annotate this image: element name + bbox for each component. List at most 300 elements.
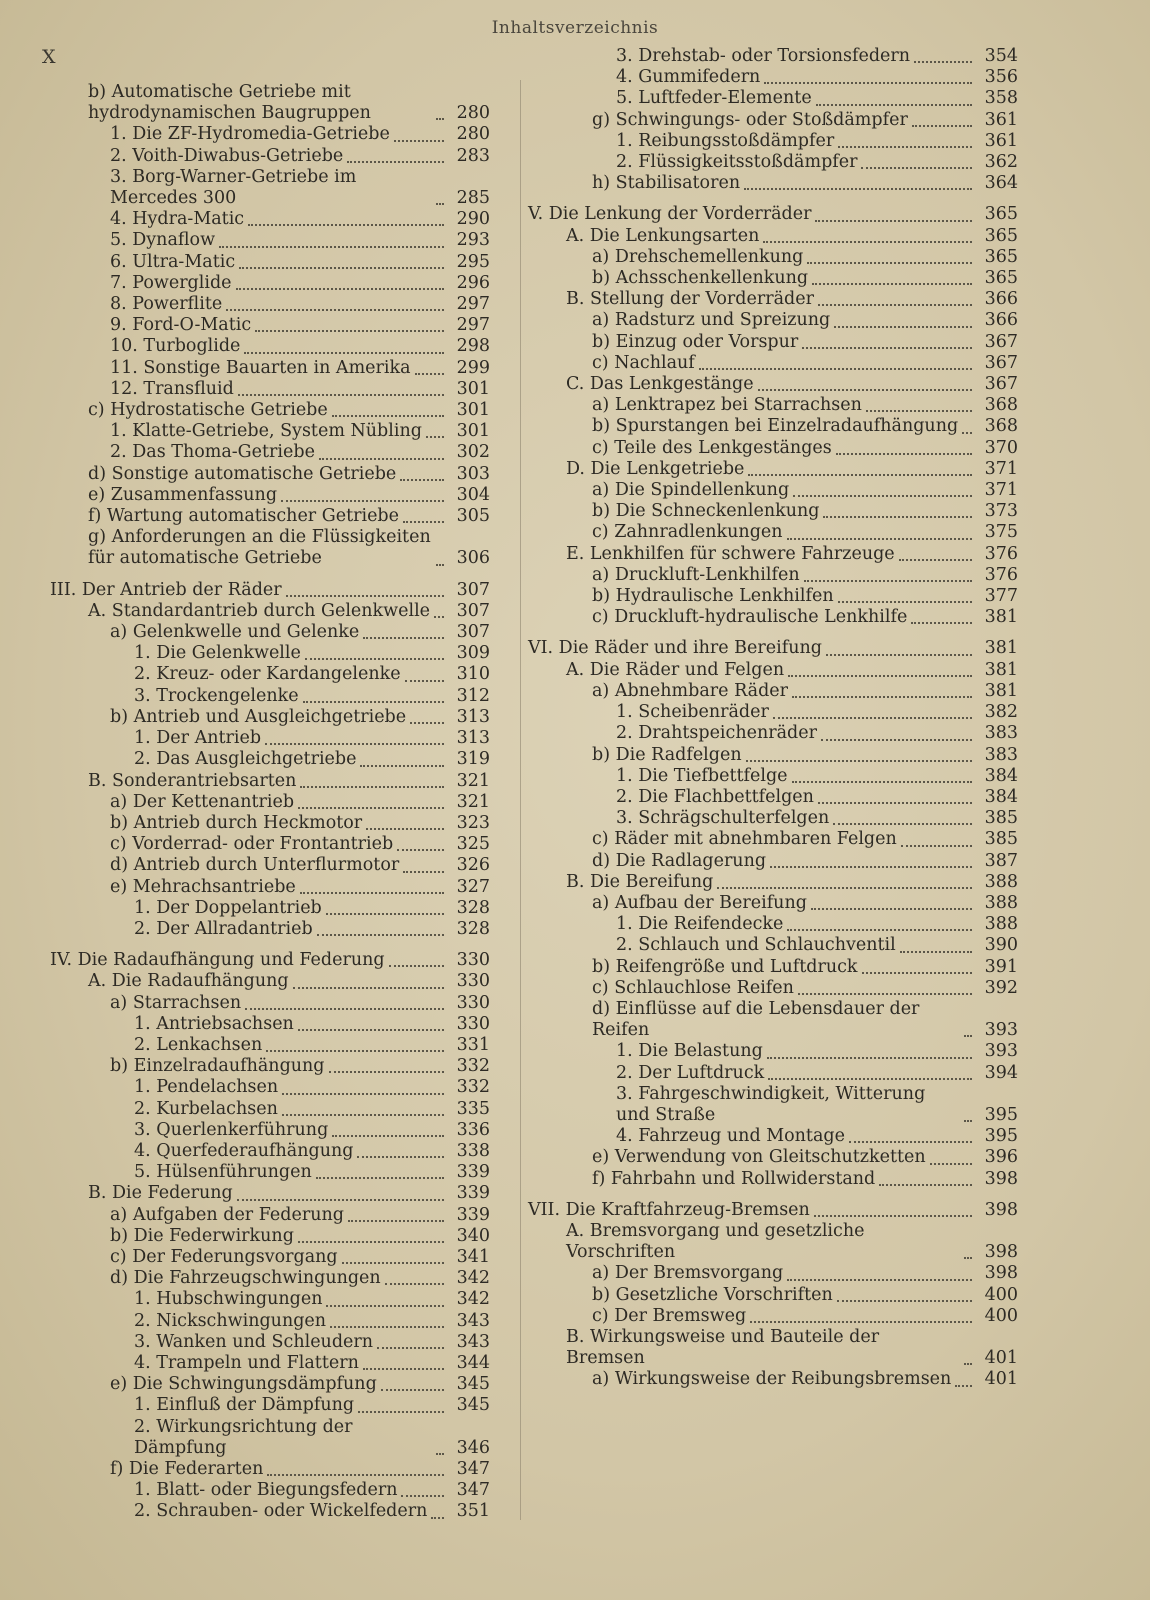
toc-page-number: 376 xyxy=(984,564,1018,585)
toc-page-number: 312 xyxy=(456,685,490,706)
toc-right-column xyxy=(528,46,1018,1391)
toc-entry xyxy=(528,1285,1018,1306)
toc-entry-title: b) Die Schneckenlenkung xyxy=(592,501,820,522)
toc-entry-title: B. Sonderantriebsarten xyxy=(88,770,297,791)
toc-entry-title: 10. Turboglide xyxy=(110,336,241,357)
toc-page-number: 298 xyxy=(456,336,490,357)
toc-entry-title: e) Die Schwingungsdämpfung xyxy=(110,1374,377,1395)
toc-page-number: 395 xyxy=(984,1126,1018,1147)
dot-leader xyxy=(326,1305,444,1307)
toc-entry xyxy=(50,1183,490,1204)
dot-leader xyxy=(316,1177,444,1179)
toc-entry xyxy=(528,544,1018,565)
dot-leader xyxy=(811,908,972,910)
toc-page-number: 384 xyxy=(984,765,1018,786)
toc-page-number: 301 xyxy=(456,421,490,442)
toc-entry-title: c) Der Bremsweg xyxy=(592,1305,747,1326)
toc-entry-title: 3. Drehstab- oder Torsionsfedern xyxy=(616,46,911,66)
dot-leader xyxy=(770,866,972,868)
toc-entry-title: III. Der Antrieb der Räder xyxy=(50,579,282,600)
toc-entry xyxy=(528,638,1018,659)
toc-page-number: 375 xyxy=(984,522,1018,543)
toc-entry xyxy=(528,808,1018,829)
toc-entry-title: 2. Wirkungsrichtung der Dämpfung xyxy=(134,1416,353,1458)
toc-entry-title: h) Stabilisatoren xyxy=(592,173,741,194)
toc-entry xyxy=(528,1169,1018,1190)
dot-leader xyxy=(298,1241,444,1243)
dot-leader xyxy=(900,951,972,953)
toc-entry xyxy=(528,1327,1018,1369)
toc-page-number: 366 xyxy=(984,310,1018,331)
toc-entry-title: 2. Die Flachbettfelgen xyxy=(616,786,814,807)
toc-entry xyxy=(528,829,1018,850)
toc-page-number: 328 xyxy=(456,897,490,918)
toc-entry-title: 4. Hydra-Matic xyxy=(110,209,245,230)
dot-leader xyxy=(699,368,972,370)
toc-entry xyxy=(528,88,1018,109)
toc-page-number: 366 xyxy=(984,289,1018,310)
dot-leader xyxy=(804,580,972,582)
toc-page-number: 332 xyxy=(456,1056,490,1077)
dot-leader xyxy=(282,1114,444,1116)
toc-page-number: 330 xyxy=(456,1013,490,1034)
toc-page-number: 340 xyxy=(456,1225,490,1246)
toc-entry-title: A. Die Lenkungsarten xyxy=(566,225,760,246)
toc-entry xyxy=(50,464,490,485)
toc-page-number: 330 xyxy=(456,971,490,992)
toc-entry xyxy=(50,1226,490,1247)
toc-entry-title: 2. Kurbelachsen xyxy=(134,1098,278,1119)
toc-entry xyxy=(528,438,1018,459)
toc-entry xyxy=(50,601,490,622)
dot-leader xyxy=(226,309,444,311)
dot-leader xyxy=(410,722,444,724)
toc-entry-title: c) Teile des Lenkgestänges xyxy=(592,437,832,458)
toc-entry xyxy=(50,146,490,167)
toc-entry xyxy=(528,999,1018,1041)
dot-leader xyxy=(823,516,972,518)
toc-entry xyxy=(50,1480,490,1501)
toc-entry-title: a) Druckluft-Lenkhilfen xyxy=(592,564,800,585)
toc-page-number: 373 xyxy=(984,501,1018,522)
toc-page-number: 326 xyxy=(456,855,490,876)
toc-entry-title: a) Lenktrapez bei Starrachsen xyxy=(592,395,862,416)
toc-page-number: 335 xyxy=(456,1098,490,1119)
toc-page-number: 367 xyxy=(984,352,1018,373)
dot-leader xyxy=(802,347,972,349)
toc-page-number: 301 xyxy=(456,400,490,421)
toc-page-number: 344 xyxy=(456,1352,490,1373)
toc-entry xyxy=(50,124,490,145)
toc-entry xyxy=(528,67,1018,88)
dot-leader xyxy=(347,161,444,163)
toc-entry-title: 1. Die Reifendecke xyxy=(616,914,784,935)
toc-page-number: 394 xyxy=(984,1062,1018,1083)
dot-leader xyxy=(363,1368,444,1370)
dot-leader xyxy=(265,743,444,745)
dot-leader xyxy=(255,330,444,332)
toc-page-number: 303 xyxy=(456,463,490,484)
toc-entry-title: 1. Einfluß der Dämpfung xyxy=(134,1395,355,1416)
toc-entry-title: a) Aufgaben der Federung xyxy=(110,1204,344,1225)
toc-entry-title: 1. Der Antrieb xyxy=(134,728,262,749)
toc-entry xyxy=(528,1263,1018,1284)
dot-leader xyxy=(237,1199,444,1201)
toc-page-number: 342 xyxy=(456,1289,490,1310)
dot-leader xyxy=(403,871,444,873)
toc-page-number: 309 xyxy=(456,643,490,664)
toc-entry-title: 2. Der Luftdruck xyxy=(616,1062,765,1083)
toc-page-number: 376 xyxy=(984,543,1018,564)
toc-entry xyxy=(528,110,1018,131)
toc-entry-title: d) Die Fahrzeugschwingungen xyxy=(110,1268,381,1289)
dot-leader xyxy=(357,1156,444,1158)
toc-page-number: 305 xyxy=(456,506,490,527)
toc-page-number: 280 xyxy=(456,124,490,145)
dot-leader xyxy=(964,1120,972,1122)
toc-entry xyxy=(50,749,490,770)
toc-entry xyxy=(50,527,490,569)
toc-entry-title: 4. Trampeln und Flattern xyxy=(134,1352,359,1373)
toc-entry xyxy=(50,442,490,463)
toc-entry-title: A. Bremsvorgang und gesetzliche Vorschriften xyxy=(566,1220,865,1263)
toc-entry-title: B. Wirkungsweise und Bauteile der Bremsen xyxy=(566,1326,880,1369)
dot-leader xyxy=(758,389,972,391)
toc-entry xyxy=(50,877,490,898)
toc-entry xyxy=(528,702,1018,723)
toc-page-number: 330 xyxy=(456,992,490,1013)
toc-entry-title: VII. Die Kraftfahrzeug-Bremsen xyxy=(528,1199,810,1220)
toc-page-number: 332 xyxy=(456,1077,490,1098)
toc-entry xyxy=(528,226,1018,247)
toc-entry-title: 3. Wanken und Schleudern xyxy=(134,1331,374,1352)
toc-entry xyxy=(528,1147,1018,1168)
toc-entry xyxy=(528,332,1018,353)
toc-page-number: 296 xyxy=(456,272,490,293)
toc-page-number: 290 xyxy=(456,209,490,230)
toc-entry xyxy=(50,834,490,855)
toc-page-number: 393 xyxy=(984,1041,1018,1062)
dot-leader xyxy=(815,220,972,222)
toc-entry-title: 5. Hülsenführungen xyxy=(134,1162,312,1183)
dot-leader xyxy=(834,326,972,328)
toc-entry xyxy=(50,728,490,749)
toc-entry-title: 3. Schrägschulterfelgen xyxy=(616,808,830,829)
toc-entry xyxy=(50,230,490,251)
toc-entry-title: b) Antrieb durch Heckmotor xyxy=(110,812,363,833)
toc-page-number: 347 xyxy=(456,1459,490,1479)
dot-leader xyxy=(914,61,972,63)
toc-entry-title: a) Radsturz und Spreizung xyxy=(592,310,831,331)
toc-entry xyxy=(50,1353,490,1374)
dot-leader xyxy=(236,288,444,290)
toc-entry xyxy=(50,1205,490,1226)
dot-leader xyxy=(298,1029,444,1031)
toc-page-number: 381 xyxy=(984,680,1018,701)
toc-page-number: 365 xyxy=(984,246,1018,267)
toc-entry xyxy=(528,131,1018,152)
dot-leader xyxy=(238,394,444,396)
toc-entry-title: b) Hydraulische Lenkhilfen xyxy=(592,586,834,607)
toc-entry-title: c) Vorderrad- oder Frontantrieb xyxy=(110,834,394,855)
toc-page-number: 341 xyxy=(456,1246,490,1267)
toc-page-number: 381 xyxy=(984,607,1018,628)
toc-entry xyxy=(50,1035,490,1056)
toc-entry xyxy=(528,374,1018,395)
toc-entry-title: 4. Gummifedern xyxy=(616,67,761,88)
toc-entry-title: c) Räder mit abnehmbaren Felgen xyxy=(592,829,897,850)
toc-entry-title: 1. Reibungsstoßdämpfer xyxy=(616,130,835,151)
dot-leader xyxy=(746,760,972,762)
toc-page-number: 351 xyxy=(456,1501,490,1522)
toc-page-number: 361 xyxy=(984,130,1018,151)
toc-entry xyxy=(528,935,1018,956)
toc-left-column xyxy=(50,82,490,1523)
toc-page-number: 390 xyxy=(984,935,1018,956)
dot-leader xyxy=(400,479,444,481)
toc-page-number: 400 xyxy=(984,1305,1018,1326)
toc-entry-title: 1. Scheibenräder xyxy=(616,702,769,723)
toc-entry xyxy=(528,565,1018,586)
toc-entry xyxy=(528,745,1018,766)
toc-entry-title: 2. Das Thoma-Getriebe xyxy=(110,442,315,463)
toc-entry-title: f) Wartung automatischer Getriebe xyxy=(88,506,399,527)
toc-entry-title: c) Druckluft-hydraulische Lenkhilfe xyxy=(592,607,908,628)
dot-leader xyxy=(363,637,444,639)
toc-entry-title: c) Der Federungsvorgang xyxy=(110,1246,338,1267)
toc-page-number: 365 xyxy=(984,268,1018,289)
page-number: X xyxy=(42,46,56,68)
toc-entry xyxy=(528,681,1018,702)
toc-entry-title: 1. Hubschwingungen xyxy=(134,1289,323,1310)
toc-page-number: 358 xyxy=(984,88,1018,109)
dot-leader xyxy=(964,1035,972,1037)
dot-leader xyxy=(814,1215,972,1217)
toc-entry xyxy=(50,971,490,992)
toc-entry-title: f) Fahrbahn und Rollwiderstand xyxy=(592,1168,876,1189)
toc-entry-title: c) Hydrostatische Getriebe xyxy=(88,400,328,421)
toc-entry xyxy=(528,1369,1018,1390)
toc-entry-title: d) Einflüsse auf die Lebensdauer der Reifen xyxy=(592,998,920,1041)
toc-entry-title: c) Schlauchlose Reifen xyxy=(592,977,794,998)
toc-entry-title: B. Die Federung xyxy=(88,1183,233,1204)
dot-leader xyxy=(812,283,972,285)
toc-entry-title: 1. Klatte-Getriebe, System Nübling xyxy=(110,421,422,442)
dot-leader xyxy=(300,786,444,788)
toc-entry-title: 2. Flüssigkeitsstoßdämpfer xyxy=(616,152,858,173)
toc-entry xyxy=(50,792,490,813)
dot-leader xyxy=(239,267,444,269)
dot-leader xyxy=(792,781,972,783)
toc-page-number: 377 xyxy=(984,586,1018,607)
dot-leader xyxy=(798,993,972,995)
toc-page-number: 302 xyxy=(456,442,490,463)
toc-page-number: 384 xyxy=(984,786,1018,807)
toc-page-number: 293 xyxy=(456,230,490,251)
dot-leader xyxy=(955,1385,972,1387)
toc-entry-title: d) Die Radlagerung xyxy=(592,850,767,871)
toc-page-number: 328 xyxy=(456,918,490,939)
toc-entry-title: b) Die Radfelgen xyxy=(592,744,742,765)
toc-entry-title: V. Die Lenkung der Vorderräder xyxy=(528,204,812,225)
toc-entry-title: 1. Die Gelenkwelle xyxy=(134,643,301,664)
dot-leader xyxy=(879,1184,972,1186)
toc-entry xyxy=(528,893,1018,914)
dot-leader xyxy=(329,1071,444,1073)
dot-leader xyxy=(397,849,444,851)
dot-leader xyxy=(342,1262,444,1264)
toc-page-number: 347 xyxy=(456,1480,490,1501)
toc-entry-title: A. Standardantrieb durch Gelenkwelle xyxy=(88,600,431,621)
dot-leader xyxy=(962,432,972,434)
toc-entry xyxy=(50,1417,490,1459)
toc-page-number: 285 xyxy=(456,188,490,209)
toc-entry xyxy=(50,813,490,834)
toc-page-number: 319 xyxy=(456,749,490,770)
toc-entry xyxy=(50,209,490,230)
toc-page-number: 325 xyxy=(456,834,490,855)
toc-entry-title: A. Die Räder und Felgen xyxy=(566,659,785,680)
toc-page-number: 345 xyxy=(456,1374,490,1395)
toc-entry xyxy=(528,353,1018,374)
toc-page-number: 323 xyxy=(456,812,490,833)
dot-leader xyxy=(862,972,973,974)
dot-leader xyxy=(431,1517,444,1519)
toc-entry xyxy=(528,204,1018,225)
toc-entry xyxy=(50,1120,490,1141)
toc-entry-title: 2. Schrauben- oder Wickelfedern xyxy=(134,1501,428,1522)
toc-entry-title: 2. Kreuz- oder Kardangelenke xyxy=(134,664,401,685)
toc-page-number: 365 xyxy=(984,225,1018,246)
toc-entry xyxy=(50,664,490,685)
dot-leader xyxy=(330,1326,444,1328)
toc-page-number: 364 xyxy=(984,173,1018,194)
dot-leader xyxy=(838,601,972,603)
dot-leader xyxy=(912,125,972,127)
toc-entry xyxy=(50,379,490,400)
toc-entry xyxy=(528,310,1018,331)
dot-leader xyxy=(332,1135,444,1137)
toc-page-number: 368 xyxy=(984,395,1018,416)
toc-entry xyxy=(528,416,1018,437)
dot-leader xyxy=(899,559,972,561)
toc-entry xyxy=(50,506,490,527)
toc-entry-title: a) Gelenkwelle und Gelenke xyxy=(110,622,360,643)
toc-page-number: 313 xyxy=(456,706,490,727)
toc-page-number: 370 xyxy=(984,437,1018,458)
toc-entry-title: C. Das Lenkgestänge xyxy=(566,374,754,395)
dot-leader xyxy=(358,1411,444,1413)
dot-leader xyxy=(303,701,444,703)
toc-entry xyxy=(528,289,1018,310)
toc-entry xyxy=(50,1247,490,1268)
toc-entry-title: 5. Luftfeder-Elemente xyxy=(616,88,812,109)
toc-entry-title: 5. Dynaflow xyxy=(110,230,216,251)
dot-leader xyxy=(298,807,444,809)
dot-leader xyxy=(377,1347,444,1349)
toc-entry xyxy=(528,480,1018,501)
toc-entry xyxy=(528,1126,1018,1147)
toc-entry xyxy=(528,872,1018,893)
dot-leader xyxy=(317,934,444,936)
toc-entry xyxy=(50,1162,490,1183)
toc-page-number: 307 xyxy=(456,622,490,643)
toc-page-number: 382 xyxy=(984,702,1018,723)
toc-entry-title: 2. Drahtspeichenräder xyxy=(616,723,817,744)
dot-leader xyxy=(901,845,972,847)
toc-entry-title: 9. Ford-O-Matic xyxy=(110,315,252,336)
toc-entry xyxy=(528,607,1018,628)
dot-leader xyxy=(807,262,972,264)
toc-entry-title: 1. Der Doppelantrieb xyxy=(134,897,322,918)
toc-entry-title: b) Die Federwirkung xyxy=(110,1225,294,1246)
toc-page-number: 346 xyxy=(456,1437,490,1458)
toc-entry-title: c) Nachlauf xyxy=(592,352,695,373)
toc-entry xyxy=(50,707,490,728)
toc-entry-title: 3. Trockengelenke xyxy=(134,685,299,706)
toc-entry xyxy=(50,1141,490,1162)
toc-page-number: 343 xyxy=(456,1310,490,1331)
toc-entry xyxy=(528,978,1018,999)
dot-leader xyxy=(385,1283,444,1285)
toc-entry xyxy=(528,152,1018,173)
toc-page-number: 283 xyxy=(456,145,490,166)
toc-entry-title: a) Drehschemellenkung xyxy=(592,246,804,267)
dot-leader xyxy=(244,352,444,354)
toc-page-number: 387 xyxy=(984,850,1018,871)
toc-entry xyxy=(528,723,1018,744)
toc-page-number: 280 xyxy=(456,103,490,124)
dot-leader xyxy=(767,1057,972,1059)
toc-page-number: 401 xyxy=(984,1369,1018,1390)
dot-leader xyxy=(436,564,444,566)
toc-page-number: 299 xyxy=(456,357,490,378)
toc-entry xyxy=(528,459,1018,480)
toc-entry xyxy=(528,1221,1018,1263)
toc-entry xyxy=(528,522,1018,543)
toc-entry xyxy=(50,919,490,940)
toc-entry xyxy=(528,766,1018,787)
dot-leader xyxy=(401,1495,444,1497)
toc-entry xyxy=(528,173,1018,194)
toc-page-number: 307 xyxy=(456,579,490,600)
toc-entry xyxy=(528,1200,1018,1221)
dot-leader xyxy=(286,595,444,597)
dot-leader xyxy=(326,913,444,915)
toc-page-number: 393 xyxy=(984,1020,1018,1041)
toc-entry-title: f) Die Federarten xyxy=(110,1459,264,1479)
toc-entry-title: a) Aufbau der Bereifung xyxy=(592,892,807,913)
toc-entry-title: e) Verwendung von Gleitschutzketten xyxy=(592,1147,926,1168)
dot-leader xyxy=(219,246,444,248)
toc-entry-title: IV. Die Radaufhängung und Federung xyxy=(50,950,385,971)
toc-entry xyxy=(50,1289,490,1310)
dot-leader xyxy=(436,118,444,120)
toc-entry-title: 4. Fahrzeug und Montage xyxy=(616,1126,845,1147)
toc-page-number: 297 xyxy=(456,294,490,315)
toc-entry xyxy=(528,501,1018,522)
toc-entry-title: g) Schwingungs- oder Stoßdämpfer xyxy=(592,109,908,130)
toc-entry-title: 8. Powerflite xyxy=(110,294,223,315)
dot-leader xyxy=(836,453,972,455)
dot-leader xyxy=(793,495,972,497)
toc-page-number: 301 xyxy=(456,378,490,399)
toc-entry-title: 2. Lenkachsen xyxy=(134,1034,263,1055)
toc-entry-title: 2. Das Ausgleichgetriebe xyxy=(134,749,357,770)
toc-page-number: 398 xyxy=(984,1168,1018,1189)
toc-page-number: 356 xyxy=(984,67,1018,88)
toc-page-number: 385 xyxy=(984,829,1018,850)
